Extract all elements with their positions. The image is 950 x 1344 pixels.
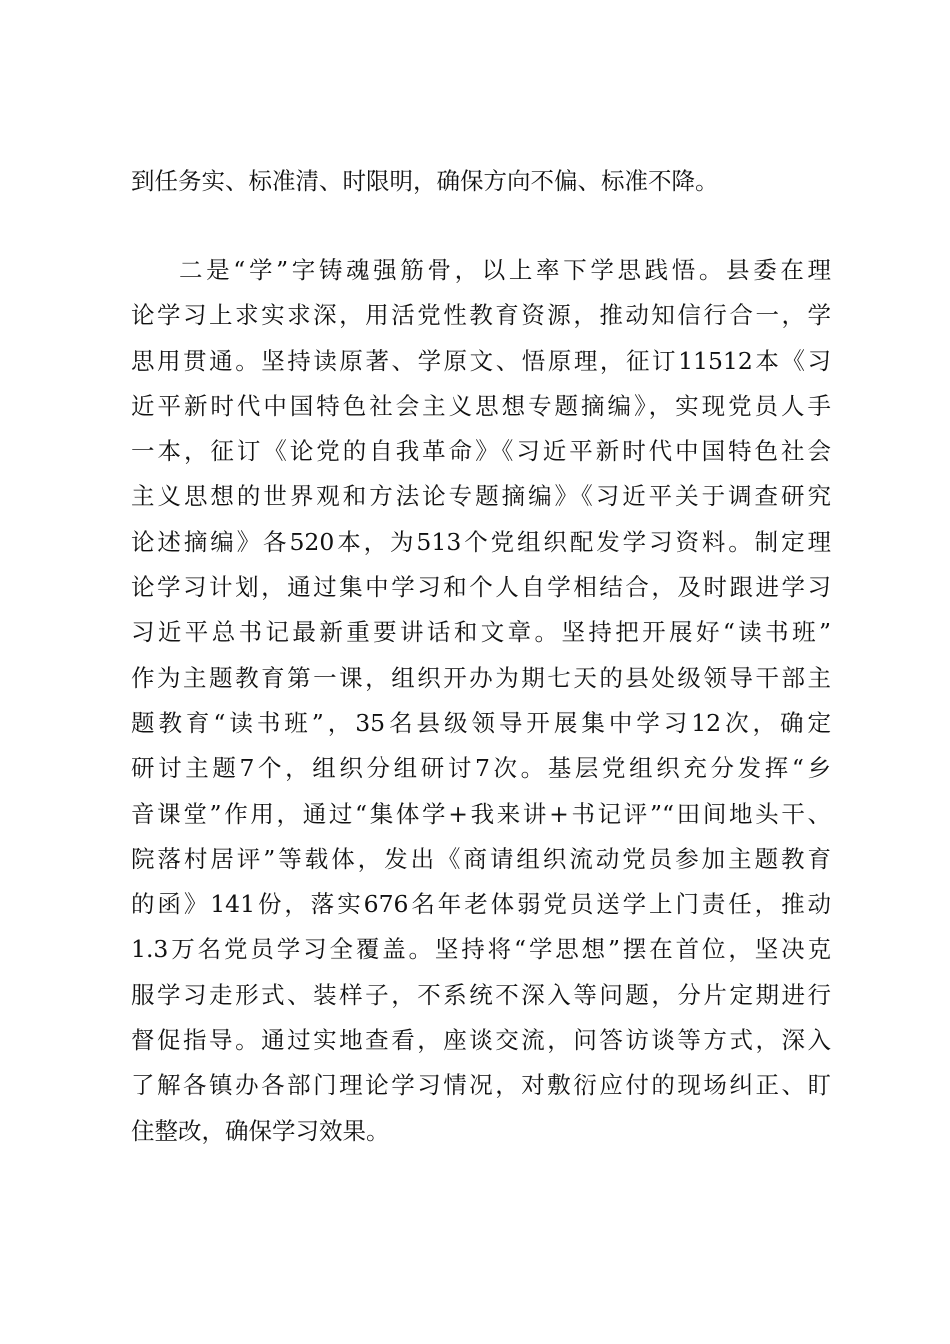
paragraph-line: 到任务实、标准清、时限明，确保方向不偏、标准不降。	[131, 167, 719, 195]
paragraph-line: 作为主题教育第一课，组织开办为期七天的县处级领导干部主	[131, 663, 831, 692]
paragraph-line: 服学习走形式、装样子，不系统不深入等问题，分片定期进行	[131, 980, 831, 1009]
paragraph-2	[131, 248, 831, 1154]
paragraph-line: 住整改，确保学习效果。	[131, 1116, 390, 1145]
paragraph-line: 二是“学”字铸魂强筋骨，以上率下学思践悟。县委在理	[179, 256, 831, 284]
paragraph-line: 题教育“读书班”，35名县级领导开展集中学习12次，确定	[131, 708, 831, 737]
paragraph-1	[131, 159, 831, 204]
paragraph-line: 一本，征订《论党的自我革命》《习近平新时代中国特色社会	[131, 437, 831, 466]
paragraph-line: 了解各镇办各部门理论学习情况，对敷衍应付的现场纠正、盯	[131, 1071, 831, 1100]
paragraph-line: 院落村居评”等载体，发出《商请组织流动党员参加主题教育	[131, 844, 831, 873]
paragraph-line: 督促指导。通过实地查看，座谈交流，问答访谈等方式，深入	[131, 1026, 831, 1055]
paragraph-line: 的函》141份，落实676名年老体弱党员送学上门责任，推动	[131, 890, 831, 919]
paragraph-line: 论述摘编》各520本，为513个党组织配发学习资料。制定理	[131, 527, 831, 556]
paragraph-line: 论学习计划，通过集中学习和个人自学相结合，及时跟进学习	[131, 573, 831, 602]
paragraph-line: 近平新时代中国特色社会主义思想专题摘编》，实现党员人手	[131, 391, 831, 420]
paragraph-line: 研讨主题7个，组织分组研讨7次。基层党组织充分发挥“乡	[131, 754, 831, 783]
paragraph-line: 思用贯通。坚持读原著、学原文、悟原理，征订11512本《习	[131, 346, 831, 375]
paragraph-line: 论学习上求实求深，用活党性教育资源，推动知信行合一，学	[131, 301, 831, 330]
paragraph-line: 习近平总书记最新重要讲话和文章。坚持把开展好“读书班”	[131, 618, 831, 647]
paragraph-line: 1.3万名党员学习全覆盖。坚持将“学思想”摆在首位，坚决克	[131, 935, 831, 964]
paragraph-line: 音课堂”作用，通过“集体学+我来讲+书记评”“田间地头干、	[131, 799, 831, 828]
paragraph-line: 主义思想的世界观和方法论专题摘编》《习近平关于调查研究	[131, 482, 831, 511]
